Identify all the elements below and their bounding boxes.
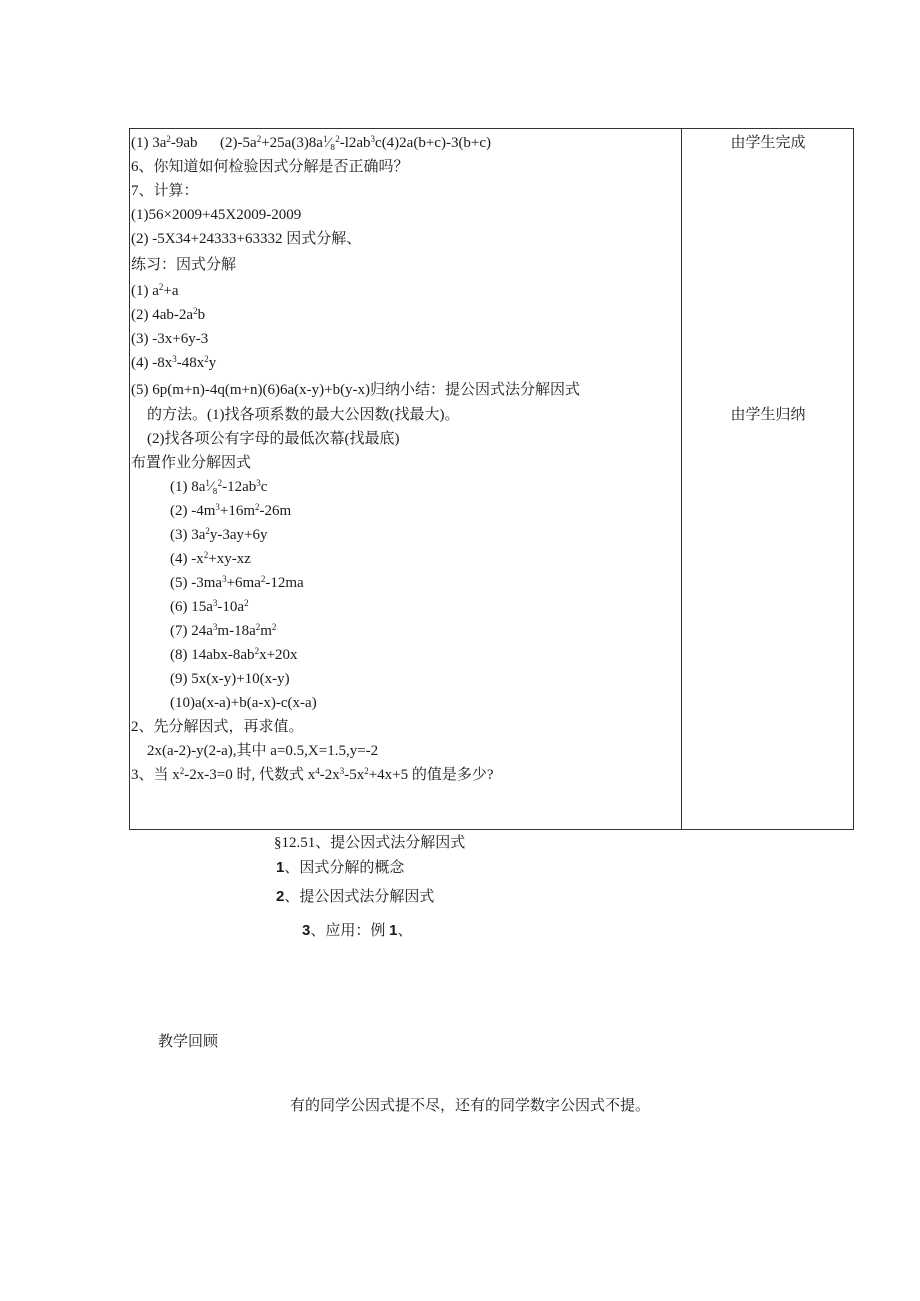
board-item-1: 1、因式分解的概念 — [276, 859, 405, 876]
exercise-line-1: (1) $3a^2-9ab$ $(2)-5a^2+25a(3)8a^1⁄_8^2-l2ab^3c(4)2a(b+c)-3(b+c)$ — [131, 134, 492, 151]
task-3: 3、当 $x^2-2x-3=0$ 时, 代数式 $x^4-2x^3-5x^2+4x+5$ 的值是多少? — [131, 766, 494, 783]
practice-5: (5) 6p(m+n)-4q(m+n)(6)6a(x-y)+b(y-x)归纳小结：提公因式法分解因式 — [131, 382, 581, 398]
practice-3: (3) -3x+6y-3 — [131, 331, 209, 347]
note-students-complete: 由学生完成 — [730, 135, 806, 151]
homework-3: (3) $3a^2y-3ay+6y$ — [170, 526, 268, 543]
task-2: 2、先分解因式，再求值。 — [131, 719, 304, 735]
board-title: §12.51、提公因式法分解因式 — [274, 835, 466, 851]
review-text: 有的同学公因式提不尽，还有的同学数字公因式不提。 — [290, 1098, 651, 1114]
practice-2: (2) $4ab-2a^2b$ — [131, 306, 206, 323]
review-heading: 教学回顾 — [158, 1034, 219, 1050]
calc-2: (2) -5X34+24333+63332 因式分解、 — [131, 231, 362, 247]
homework-4: (4) $-x^2+xy-xz$ — [170, 550, 251, 567]
task-2-expression: 2x(a-2)-y(2-a),其中 a=0.5,X=1.5,y=-2 — [147, 743, 379, 759]
board-item-3: 3、应用：例 1、 — [302, 922, 413, 939]
question-7: 7、计算： — [131, 183, 199, 199]
note-students-summarize: 由学生归纳 — [730, 407, 806, 423]
homework-1: (1) $8a^1⁄_8^2-12ab^3c$ — [170, 478, 268, 495]
practice-4: (4) $-8x^3-48x^2y$ — [131, 354, 217, 371]
summary-step-2: (2)找各项公有字母的最低次幕(找最底) — [147, 431, 400, 447]
homework-8: (8) $14abx-8ab^2x+20x$ — [170, 646, 298, 663]
board-item-2: 2、提公因式法分解因式 — [276, 888, 435, 905]
homework-2: (2) $-4m^3+16m^2-26m$ — [170, 502, 292, 519]
table-column-divider — [681, 128, 682, 830]
question-6: 6、你知道如何检验因式分解是否正确吗？ — [131, 159, 409, 175]
summary-step-1: 的方法。(1)找各项系数的最大公因数(找最大)。 — [147, 407, 460, 423]
practice-heading: 练习：因式分解 — [131, 257, 237, 273]
homework-9: (9) 5x(x-y)+10(x-y) — [170, 671, 290, 687]
homework-10: (10)a(x-a)+b(a-x)-c(x-a) — [170, 695, 317, 711]
homework-7: (7) $24a^3m-18a^2m^2$ — [170, 622, 277, 639]
calc-1: (1)56×2009+45X2009-2009 — [131, 207, 302, 223]
homework-6: (6) $15a^3-10a^2$ — [170, 598, 249, 615]
practice-1: (1) $a^2+a$ — [131, 282, 179, 299]
homework-5: (5) $-3ma^3+6ma^2-12ma$ — [170, 574, 304, 591]
homework-heading: 布置作业分解因式 — [131, 455, 252, 471]
